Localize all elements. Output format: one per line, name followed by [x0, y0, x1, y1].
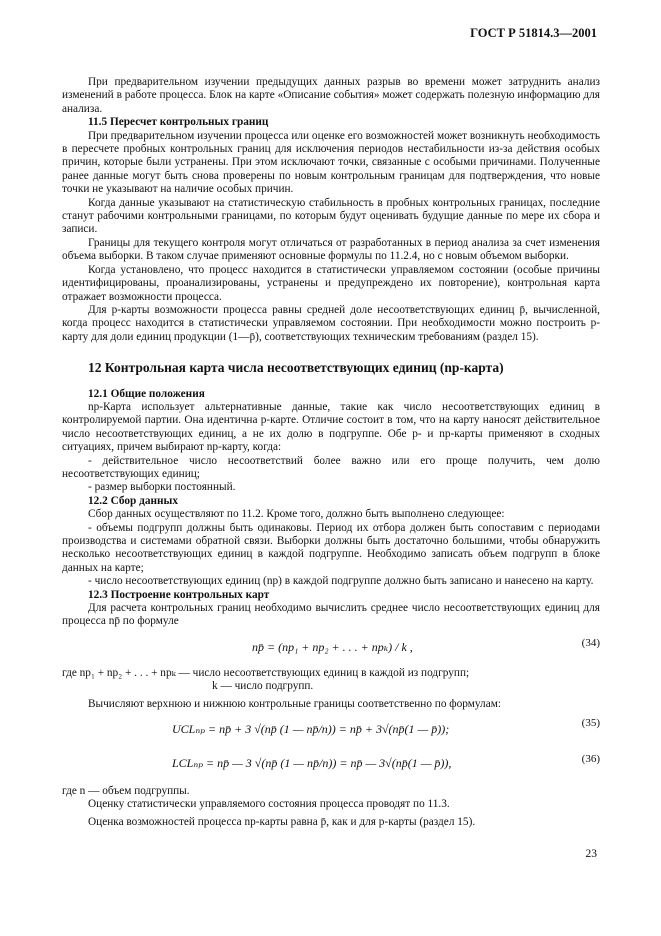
paragraph: - число несоответствующих единиц (np) в каждой подгруппе должно быть записано и нанесено на карту.	[88, 575, 594, 588]
subsection-heading: 12.1 Общие положения	[88, 387, 205, 400]
document-header: ГОСТ Р 51814.3—2001	[470, 26, 597, 40]
paragraph: Сбор данных осуществляют по 11.2. Кроме того, должно быть выполнено следующее:	[88, 508, 505, 521]
section-heading: 12 Контрольная карта числа несоответствующих единиц (np-карта)	[88, 360, 504, 376]
paragraph-control-state: Оценку статистически управляемого состояния процесса проводят по 11.3.	[88, 798, 450, 811]
formula-36-number: (36)	[581, 753, 600, 766]
formula-34-where-2: k — число подгрупп.	[212, 680, 314, 693]
formula-36-expression: LCLₙₚ = np̄ — 3 √(np̄ (1 — np̄/n)) = np̄ — 3√(np̄(1 — p̄)),	[172, 756, 452, 771]
formulas-intro: Вычисляют верхнюю и нижнюю контрольные границы соответственно по формулам:	[88, 697, 501, 710]
subsection-heading: 12.3 Построение контрольных карт	[88, 588, 270, 601]
text-blocks	[62, 76, 600, 629]
formula-35-expression: UCLₙₚ = np̄ + 3 √(np̄ (1 — np̄/n)) = np̄ + 3√(np̄(1 — p̄));	[172, 722, 450, 737]
paragraph: Когда установлено, что процесс находится в статистически управляемом состоянии (особые причины идентифицированы, проанализированы, устранены и предупреждено их повторение), контрольная карта отражает возможности процесса.	[62, 263, 600, 303]
formula-35	[62, 713, 600, 747]
paragraph: - действительное число несоответствий более важно или его проще получить, чем долю несоответствующих единиц;	[62, 454, 600, 480]
paragraph: np-Карта использует альтернативные данные, такие как число несоответствующих единиц в контролируемой партии. Она идентична p-карте. Отличие состоит в том, что на карту наносят действительное число несоответствующих единиц, а не их долю в подгруппе. Обе p- и np-карты применяют в сходных ситуациях, причем выбирают np-карту, когда:	[62, 400, 600, 454]
formula-36-where: где n — объем подгруппы.	[62, 785, 190, 798]
page-number: 23	[585, 848, 597, 860]
formula-34	[62, 631, 600, 665]
formula-34-expression: np̄ = (np₁ + np₂ + . . . + npₖ) / k ,	[252, 639, 413, 654]
paragraph: При предварительном изучении процесса или оценке его возможностей может возникнуть необходимость в пересчете пробных контрольных границ для исключения периодов нестабильности из-за действия особых причин, которые были устранены. При этом исключают точки, связанные с особыми причинами. Полученные ранее данные могут быть снова проверены по новым контрольным границам для подтверждения, что новые точки не указывают на наличие особых причин.	[62, 129, 600, 196]
paragraph: - объемы подгрупп должны быть одинаковы. Период их отбора должен быть сопоставим с периодами производства и системами обратной связи. Выборки должны быть достаточно большими, чтобы обнаружить несколько несоответствующих единиц в каждой подгруппе. Необходимо записать объем подгрупп в блоке данных на карте;	[62, 521, 600, 574]
paragraph: При предварительном изучении предыдущих данных разрыв во времени может затруднить анализ изменений в работе процесса. Блок на карте «Описание события» может содержать полезную информацию для анализа.	[62, 76, 600, 115]
subsection-heading: 11.5 Пересчет контрольных границ	[88, 116, 269, 129]
paragraph: Для расчета контрольных границ необходимо вычислить среднее число несоответствующих единиц для процесса np̄ по формуле	[62, 602, 600, 628]
paragraph: Когда данные указывают на статистическую стабильность в пробных контрольных границах, последние станут рабочими контрольными границами, по которым будут оценивать будущие данные по мере их сбора и записи.	[62, 196, 600, 236]
formula-36	[62, 749, 600, 783]
formula-34-where-1: где np₁ + np₂ + . . . + npₖ — число несоответствующих единиц в каждой из подгрупп;	[62, 666, 470, 679]
subsection-heading: 12.2 Сбор данных	[88, 494, 178, 507]
page-body	[62, 76, 600, 829]
paragraph: - размер выборки постоянный.	[88, 481, 236, 494]
paragraph: Для p-карты возможности процесса равны средней доле несоответствующих единиц p̄, вычисленной, когда процесс находится в статистически управляемом состоянии. При необходимости можно построить p-карту для доли единиц продукции (1—p̄), соответствующих техническим требованиям (раздел 15).	[62, 303, 600, 343]
formula-35-number: (35)	[581, 717, 600, 730]
paragraph-process-capability: Оценка возможностей процесса np-карты равна p̄, как и для p-карты (раздел 15).	[88, 815, 476, 828]
formula-34-number: (34)	[581, 636, 600, 649]
paragraph: Границы для текущего контроля могут отличаться от разработанных в период анализа за счет изменения объема выборки. В таком случае применяют основные формулы по 11.2.4, но с новым объемом выборки.	[62, 236, 600, 263]
